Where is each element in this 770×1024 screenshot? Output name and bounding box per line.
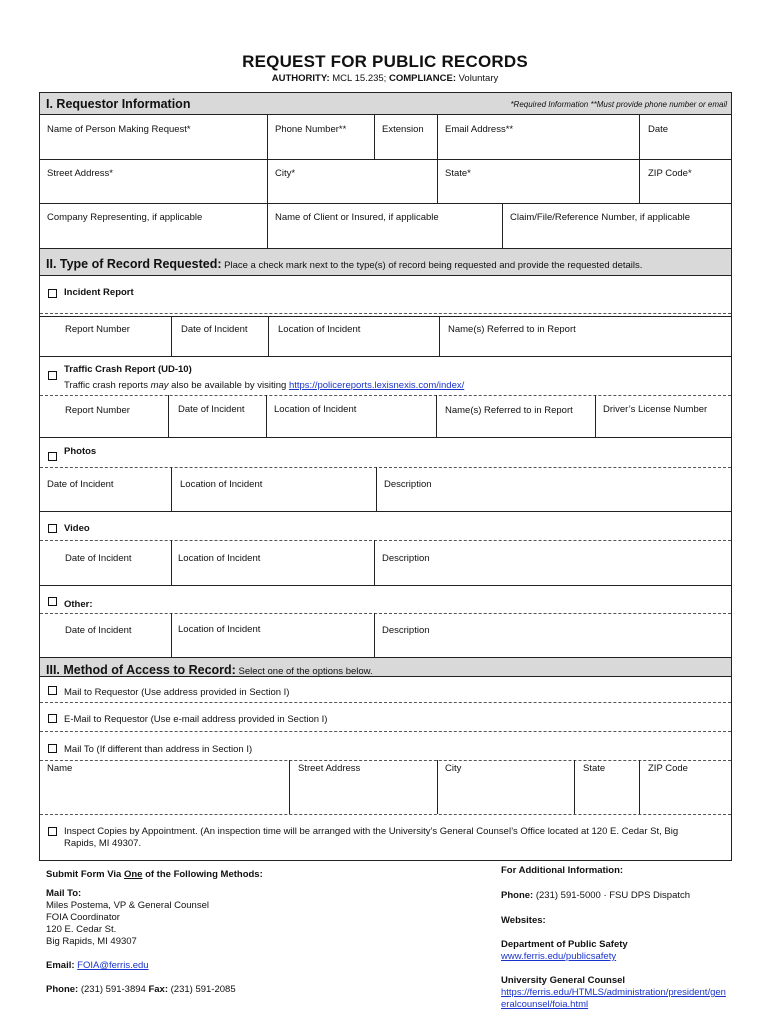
- incident-report-label: Incident Report: [64, 287, 134, 298]
- mail-state-label: State: [583, 763, 606, 774]
- section1-heading: I. Requestor Information: [46, 97, 191, 111]
- field-street-label: Street Address*: [47, 168, 114, 179]
- dispatch-phone-line: Phone: (231) 591-5000 · FSU DPS Dispatch: [501, 890, 691, 901]
- phone-fax-line: Phone: (231) 591-3894 Fax: (231) 591-2085: [46, 984, 236, 995]
- authority-line: [0, 73, 770, 84]
- section3-header: [40, 657, 731, 677]
- section3-desc: Select one of the options below.: [235, 666, 373, 677]
- video-checkbox[interactable]: [48, 524, 57, 533]
- mailing-address: [46, 900, 209, 948]
- crash-date-label: Date of Incident: [178, 404, 245, 415]
- field-zip-label: ZIP Code*: [648, 168, 692, 179]
- inspect-copies-line2: Rapids, MI 49307.: [64, 838, 142, 849]
- websites-heading: Websites:: [501, 915, 546, 926]
- other-label: Other:: [64, 599, 93, 610]
- field-state-label: State*: [445, 168, 471, 179]
- crash-names-label: Name(s) Referred to in Report: [445, 405, 573, 416]
- page-title: REQUEST FOR PUBLIC RECORDS: [242, 52, 528, 71]
- other-location-label: Location of Incident: [178, 624, 261, 635]
- email-line: Email: FOIA@ferris.edu: [46, 960, 149, 971]
- section2-desc: Place a check mark next to the type(s) of record being requested and provide the requested details.: [221, 260, 643, 271]
- crash-location-label: Location of Incident: [274, 404, 357, 415]
- email-to-requestor-label: E-Mail to Requestor (Use e-mail address provided in Section I): [64, 714, 328, 725]
- field-name-label: Name of Person Making Request*: [47, 124, 191, 135]
- crash-report-number-label: Report Number: [65, 405, 130, 416]
- dps-label: Department of Public Safety: [501, 939, 628, 950]
- inspect-copies-checkbox[interactable]: [48, 827, 57, 836]
- field-email-label: Email Address**: [445, 124, 514, 135]
- video-description-label: Description: [382, 553, 430, 564]
- field-extension-label: Extension: [382, 124, 424, 135]
- compliance-value: Voluntary: [455, 73, 499, 84]
- mail-street-label: Street Address: [298, 763, 361, 774]
- lexisnexis-link[interactable]: https://policereports.lexisnexis.com/index/: [288, 380, 465, 391]
- field-client-label: Name of Client or Insured, if applicable: [275, 212, 439, 223]
- field-city-label: City*: [275, 168, 296, 179]
- authority-label: AUTHORITY:: [271, 73, 330, 84]
- crash-report-label: Traffic Crash Report (UD-10): [64, 364, 192, 375]
- required-note: *Required Information **Must provide phone number or email: [510, 100, 727, 109]
- additional-info-heading: For Additional Information:: [501, 865, 624, 876]
- request-form: [39, 92, 732, 861]
- video-label: Video: [64, 523, 90, 534]
- email-to-requestor-checkbox[interactable]: [48, 714, 57, 723]
- incident-names-label: Name(s) Referred to in Report: [448, 324, 576, 335]
- mail-name-label: Name: [47, 763, 73, 774]
- field-date-label: Date: [648, 124, 669, 135]
- address-line: Miles Postema, VP & General Counsel: [46, 900, 209, 911]
- ugc-website-link[interactable]: https://ferris.edu/HTMLS/administration/president/gen: [501, 987, 726, 998]
- address-line: Big Rapids, MI 49307: [46, 936, 137, 947]
- crash-report-note: Traffic crash reports may also be available by visiting https://policereports.lexisnexis.com/index/: [64, 380, 465, 391]
- incident-report-number-label: Report Number: [65, 324, 130, 335]
- photos-date-label: Date of Incident: [47, 479, 114, 490]
- mail-to-requestor-label: Mail to Requestor (Use address provided in Section I): [64, 687, 290, 698]
- ugc-website-link-cont[interactable]: eralcounsel/foia.html: [501, 999, 589, 1010]
- video-date-label: Date of Incident: [65, 553, 132, 564]
- section3-heading: III. Method of Access to Record:: [46, 663, 236, 677]
- ugc-label: University General Counsel: [501, 975, 626, 986]
- incident-date-label: Date of Incident: [181, 324, 248, 335]
- incident-report-checkbox[interactable]: [48, 289, 57, 298]
- mail-zip-label: ZIP Code: [648, 763, 688, 774]
- section2-heading: II. Type of Record Requested:: [46, 257, 222, 271]
- mail-to-other-label: Mail To (If different than address in Section I): [64, 744, 253, 755]
- section1-header: [40, 93, 731, 115]
- inspect-copies-line1: Inspect Copies by Appointment. (An inspection time will be arranged with the University’s General Counsel’s Office located at 120 E. Cedar St, Big: [64, 826, 679, 837]
- crash-license-label: Driver’s License Number: [603, 404, 708, 415]
- other-checkbox[interactable]: [48, 597, 57, 606]
- field-phone-label: Phone Number**: [275, 124, 347, 135]
- section2-header: [40, 248, 731, 276]
- address-line: FOIA Coordinator: [46, 912, 120, 923]
- foia-email-link[interactable]: FOIA@ferris.edu: [77, 960, 149, 971]
- mail-to-other-checkbox[interactable]: [48, 744, 57, 753]
- incident-location-label: Location of Incident: [278, 324, 361, 335]
- compliance-label: COMPLIANCE:: [388, 73, 456, 84]
- authority-value: MCL 15.235;: [329, 73, 389, 84]
- mail-to-requestor-checkbox[interactable]: [48, 686, 57, 695]
- field-claim-label: Claim/File/Reference Number, if applicable: [510, 212, 691, 223]
- crash-report-checkbox[interactable]: [48, 371, 57, 380]
- photos-label: Photos: [64, 446, 97, 457]
- video-location-label: Location of Incident: [178, 553, 261, 564]
- dps-website-link[interactable]: www.ferris.edu/publicsafety: [501, 951, 617, 962]
- photos-checkbox[interactable]: [48, 452, 57, 461]
- photos-description-label: Description: [384, 479, 432, 490]
- address-line: 120 E. Cedar St.: [46, 924, 117, 935]
- mail-city-label: City: [445, 763, 462, 774]
- other-date-label: Date of Incident: [65, 625, 132, 636]
- other-description-label: Description: [382, 625, 430, 636]
- mail-to-heading: Mail To:: [46, 888, 82, 899]
- field-company-label: Company Representing, if applicable: [47, 212, 203, 223]
- photos-location-label: Location of Incident: [180, 479, 263, 490]
- submit-heading: Submit Form Via One of the Following Methods:: [46, 869, 263, 880]
